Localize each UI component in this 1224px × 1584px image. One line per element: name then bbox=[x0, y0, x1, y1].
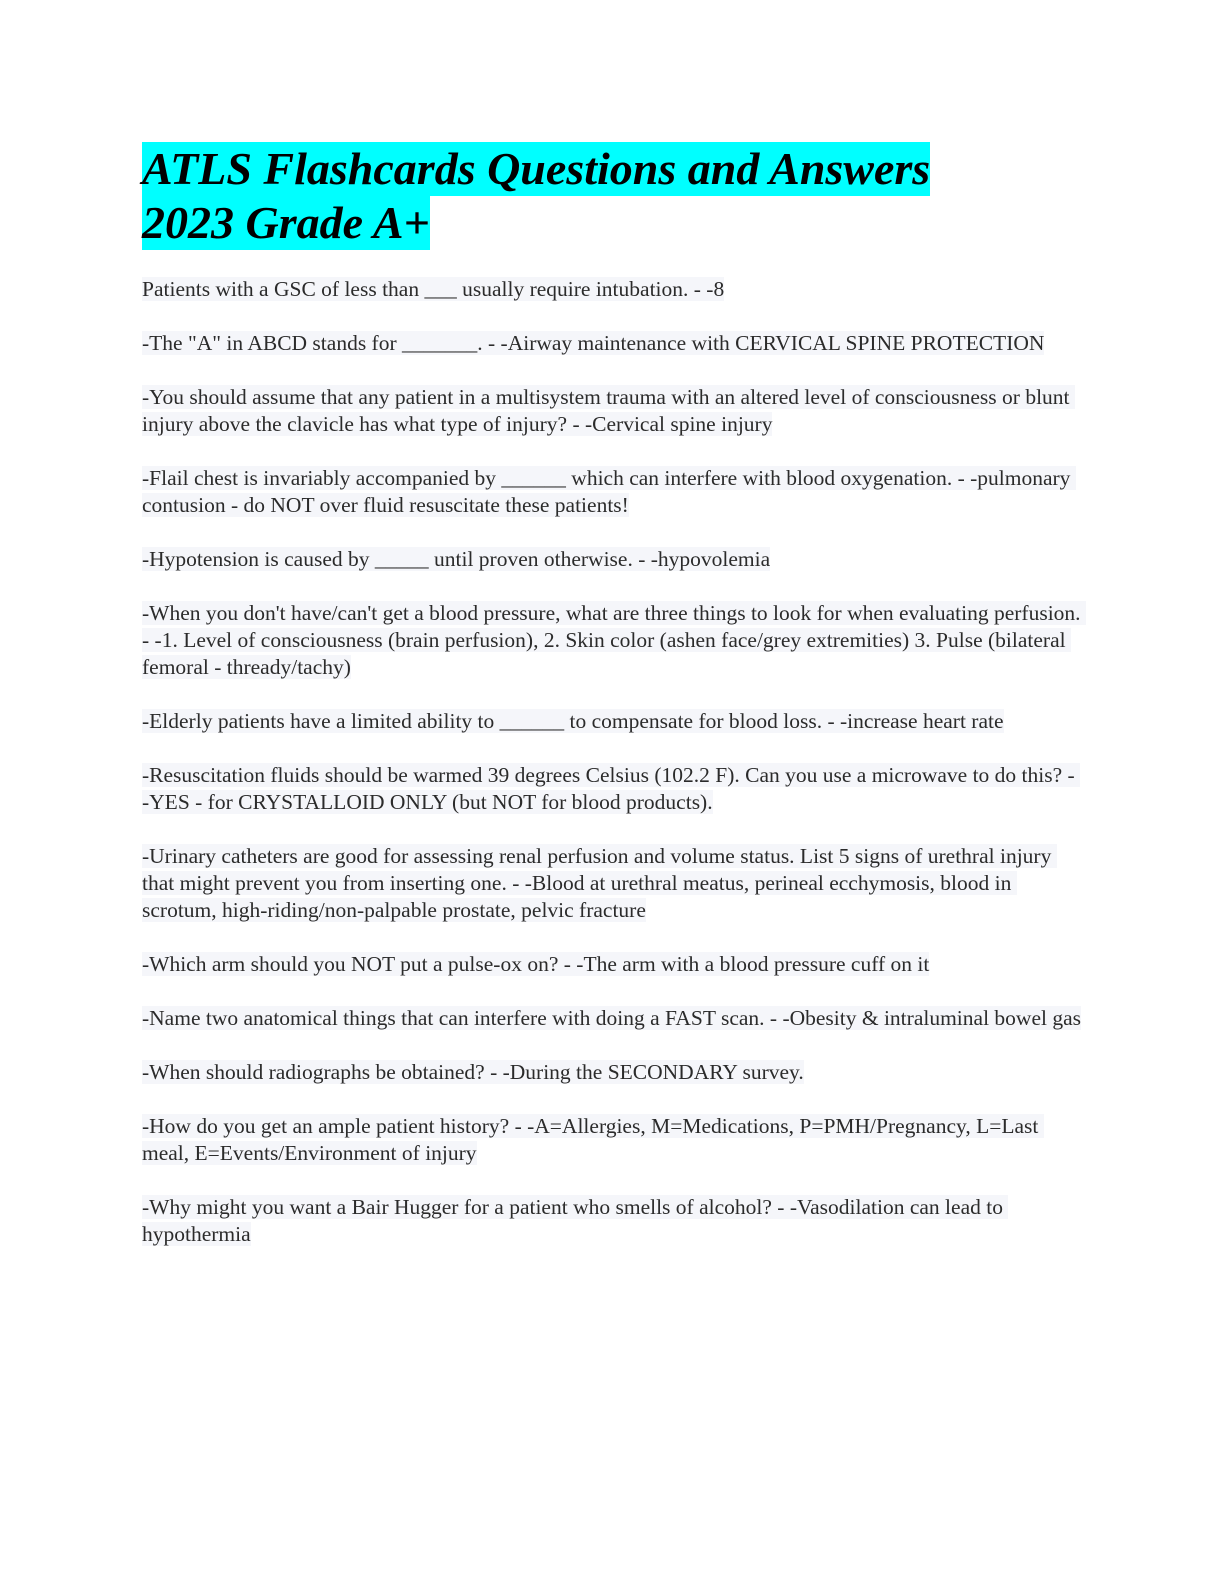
flashcard-list bbox=[142, 276, 1086, 1248]
document-page bbox=[142, 142, 1086, 1275]
flashcard-entry bbox=[142, 843, 1082, 924]
flashcard-entry bbox=[142, 1194, 1082, 1248]
flashcard-text: -Which arm should you NOT put a pulse-ox on? - -The arm with a blood pressure cuff on it bbox=[142, 952, 930, 976]
flashcard-text: Patients with a GSC of less than ___ usually require intubation. - -8 bbox=[142, 277, 725, 301]
flashcard-entry bbox=[142, 600, 1086, 681]
title-line-1: ATLS Flashcards Questions and Answers bbox=[142, 143, 931, 194]
flashcard-text: -Name two anatomical things that can interfere with doing a FAST scan. - -Obesity & intraluminal bowel gas bbox=[142, 1006, 1081, 1030]
flashcard-text: -When you don't have/can't get a blood pressure, what are three things to look for when evaluating perfusion. - -1. Level of consciousness (brain perfusion), 2. Skin color (ashen face/grey extremities) 3. Pulse (bilateral femoral - thready/tachy) bbox=[142, 601, 1086, 679]
flashcard-entry bbox=[142, 546, 1082, 573]
title-line-2: 2023 Grade A+ bbox=[142, 197, 430, 248]
flashcard-entry bbox=[142, 1113, 1082, 1167]
flashcard-text: -How do you get an ample patient history? - -A=Allergies, M=Medications, P=PMH/Pregnancy, L=Last meal, E=Events/Environment of injury bbox=[142, 1114, 1044, 1165]
flashcard-entry bbox=[142, 384, 1082, 438]
flashcard-entry bbox=[142, 1005, 1082, 1032]
flashcard-text: -You should assume that any patient in a multisystem trauma with an altered level of consciousness or blunt injury above the clavicle has what type of injury? - -Cervical spine injury bbox=[142, 385, 1075, 436]
flashcard-entry bbox=[142, 762, 1082, 816]
flashcard-text: -The "A" in ABCD stands for _______. - -Airway maintenance with CERVICAL SPINE PROTECTION bbox=[142, 331, 1045, 355]
flashcard-text: -Flail chest is invariably accompanied by ______ which can interfere with blood oxygenation. - -pulmonary contusion - do NOT over fluid resuscitate these patients! bbox=[142, 466, 1076, 517]
document-title bbox=[142, 142, 1082, 250]
flashcard-entry bbox=[142, 465, 1082, 519]
flashcard-entry bbox=[142, 330, 1082, 357]
flashcard-entry bbox=[142, 708, 1082, 735]
flashcard-entry bbox=[142, 951, 1082, 978]
flashcard-text: -Resuscitation fluids should be warmed 39 degrees Celsius (102.2 F). Can you use a microwave to do this? - -YES - for CRYSTALLOID ONLY (but NOT for blood products). bbox=[142, 763, 1081, 814]
flashcard-entry bbox=[142, 1059, 1082, 1086]
flashcard-text: -Urinary catheters are good for assessing renal perfusion and volume status. List 5 signs of urethral injury that might prevent you from inserting one. - -Blood at urethral meatus, perineal ecchymosis, blood in scrotum, high-riding/non-palpable prostate, pelvic fracture bbox=[142, 844, 1057, 922]
flashcard-text: -When should radiographs be obtained? - -During the SECONDARY survey. bbox=[142, 1060, 804, 1084]
flashcard-entry bbox=[142, 276, 1082, 303]
flashcard-text: -Hypotension is caused by _____ until proven otherwise. - -hypovolemia bbox=[142, 547, 771, 571]
flashcard-text: -Why might you want a Bair Hugger for a patient who smells of alcohol? - -Vasodilation can lead to hypothermia bbox=[142, 1195, 1009, 1246]
flashcard-text: -Elderly patients have a limited ability to ______ to compensate for blood loss. - -increase heart rate bbox=[142, 709, 1004, 733]
